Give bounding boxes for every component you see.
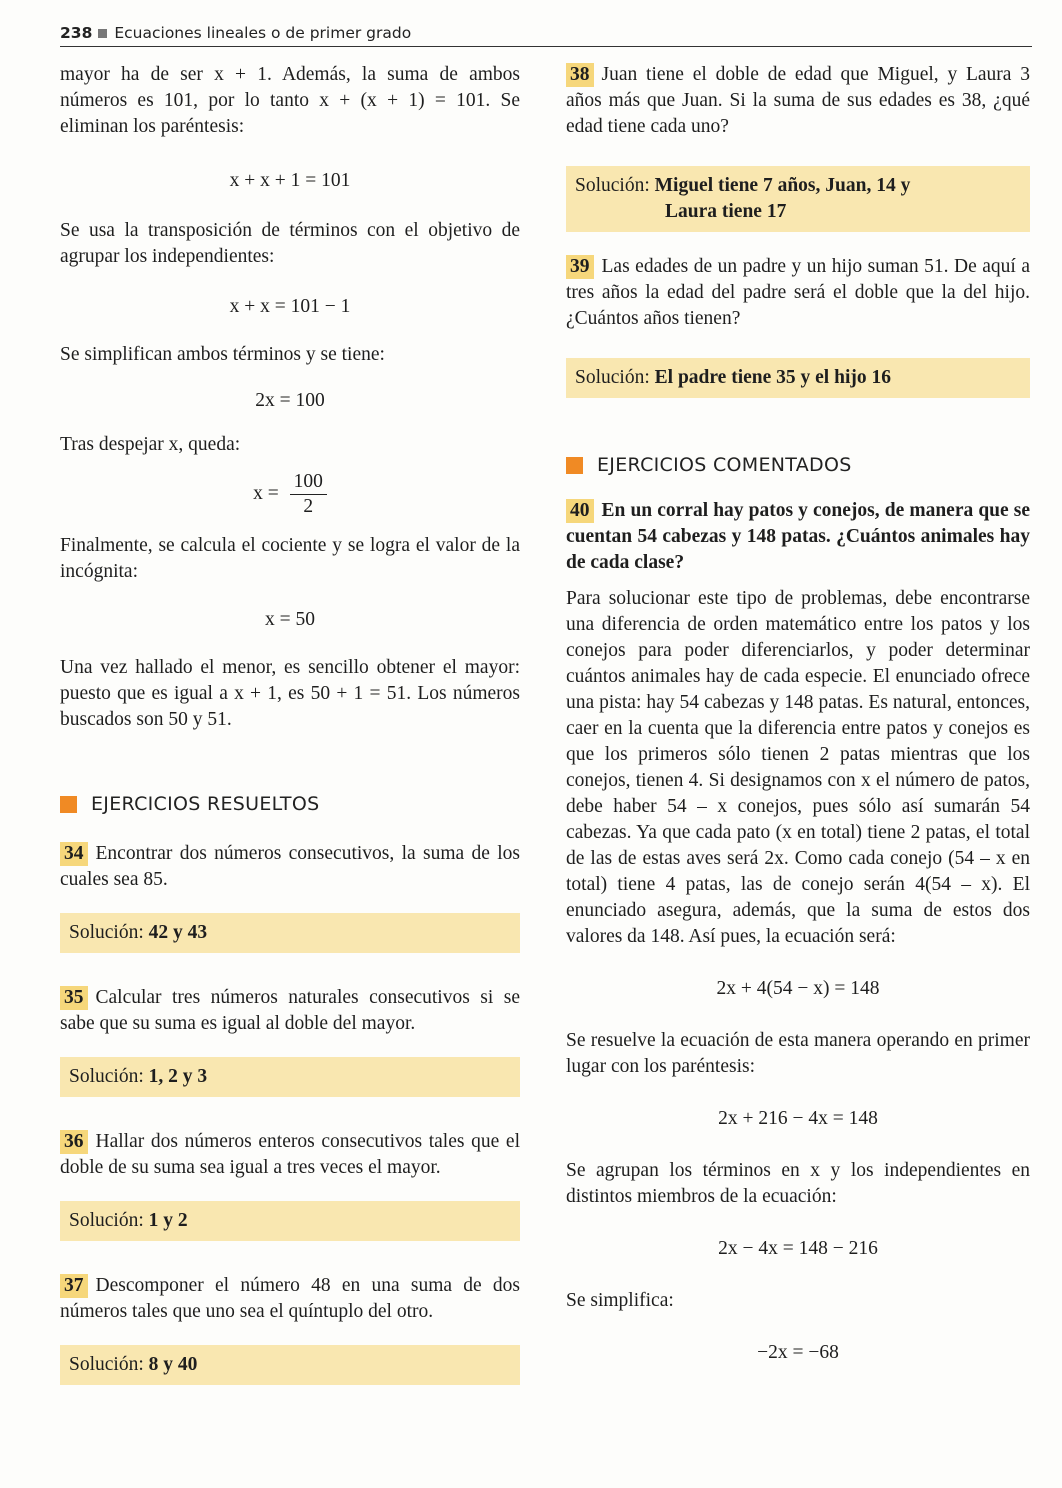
solution-box: [566, 166, 1030, 232]
equation-lhs: x =: [253, 482, 279, 504]
equation: 2x − 4x = 148 − 216: [718, 1238, 878, 1259]
paragraph: Tras despejar x, queda:: [60, 434, 241, 455]
section-title-text: EJERCICIOS RESUELTOS: [91, 793, 320, 815]
paragraph: Una vez hallado el menor, es sencillo obtener el mayor: puesto que es igual a x + 1, es 50 + 1 = 51. Los números buscados son 50 y 51.: [60, 657, 520, 730]
solution-box: [566, 358, 1030, 398]
equation: 2x + 216 − 4x = 148: [718, 1108, 878, 1129]
equation: 2x = 100: [255, 390, 325, 411]
paragraph: Se usa la transposición de términos con el objetivo de agrupar los independientes:: [60, 220, 520, 267]
solution-value: 1 y 2: [148, 1210, 188, 1231]
section-title-text: EJERCICIOS COMENTADOS: [597, 454, 852, 476]
solution-value: Miguel tiene 7 años, Juan, 14 y: [654, 175, 911, 196]
section-title: [60, 793, 520, 815]
exercise-text: Hallar dos números enteros consecutivos tales que el doble de su suma sea igual a tres veces el mayor.: [60, 1131, 520, 1178]
exercise-number: 37: [60, 1274, 88, 1298]
solution-label: Solución:: [69, 1354, 144, 1375]
solution-value: El padre tiene 35 y el hijo 16: [654, 367, 891, 388]
exercise-35: [60, 985, 520, 1037]
section-square-icon: [566, 457, 583, 474]
exercise-number: 34: [60, 842, 88, 866]
equation: x + x + 1 = 101: [229, 170, 351, 191]
exercise-34: [60, 841, 520, 893]
page-header: [60, 20, 1032, 47]
exercise-number: 36: [60, 1130, 88, 1154]
solution-value: 1, 2 y 3: [148, 1066, 208, 1087]
solution-label: Solución:: [575, 367, 650, 388]
exercise-number: 39: [566, 255, 594, 279]
equation: x = 50: [265, 609, 315, 630]
exercise-37: [60, 1273, 520, 1325]
right-column: [566, 62, 1030, 1366]
paragraph: Para solucionar este tipo de problemas, debe encontrarse una diferencia de orden matemático entre los patos y los conejos para poder diferenciarlos, y poder determinar cuántos animales hay de cada especie. El enunciado ofrece una pista: hay 54 cabezas y 148 patas. Es natural, entonces, caer en la cuenta que la diferencia entre patos y conejos es que los primeros sólo tienen 2 patas mientras que los conejos, tienen 4. Si designamos con x el número de patos, debe haber 54 – x conejos, pues sólo así sumarán 54 cabezas. Ya que cada pato (x en total) tiene 2 patas, el total de las de estas aves será 2x. Como cada conejo (54 – x en total) tiene 4 patas, las de conejo serán 4(54 – x). El enunciado asegura, además, que la suma de estos dos valores da 148. Así pues, la ecuación será:: [566, 588, 1030, 947]
solution-label: Solución:: [69, 922, 144, 943]
paragraph: Se resuelve la ecuación de esta manera operando en primer lugar con los paréntesis:: [566, 1030, 1030, 1077]
solution-box: [60, 1345, 520, 1385]
solution-value: 8 y 40: [148, 1354, 198, 1375]
exercise-38: [566, 62, 1030, 140]
header-square-icon: [98, 29, 107, 38]
exercise-36: [60, 1129, 520, 1181]
exercise-text: Calcular tres números naturales consecutivos si se sabe que su suma es igual al doble del mayor.: [60, 987, 520, 1034]
exercise-text: En un corral hay patos y conejos, de manera que se cuentan 54 cabezas y 148 patas. ¿Cuántos animales hay de cada clase?: [566, 500, 1030, 573]
exercise-number: 35: [60, 986, 88, 1010]
exercise-text: Las edades de un padre y un hijo suman 51. De aquí a tres años la edad del padre será el doble que la del hijo. ¿Cuántos años tienen?: [566, 256, 1030, 329]
exercise-number: 40: [566, 499, 594, 523]
paragraph: Finalmente, se calcula el cociente y se logra el valor de la incógnita:: [60, 535, 520, 582]
left-column: [60, 62, 520, 1385]
paragraph: Se agrupan los términos en x y los independientes en distintos miembros de la ecuación:: [566, 1160, 1030, 1207]
section-square-icon: [60, 796, 77, 813]
exercise-number: 38: [566, 63, 594, 87]
page-number: 238: [60, 24, 93, 42]
paragraph: Se simplifican ambos términos y se tiene:: [60, 344, 385, 365]
solution-box: [60, 1201, 520, 1241]
equation: 2x + 4(54 − x) = 148: [716, 978, 880, 999]
chapter-title: Ecuaciones lineales o de primer grado: [114, 24, 412, 42]
solution-value: Laura tiene 17: [665, 201, 787, 222]
solution-label: Solución:: [69, 1066, 144, 1087]
fraction-equation: [60, 470, 520, 519]
paragraph: Se simplifica:: [566, 1290, 674, 1311]
fraction-denominator: 2: [303, 496, 314, 517]
exercise-40-question: [566, 498, 1030, 576]
exercise-text: Encontrar dos números consecutivos, la suma de los cuales sea 85.: [60, 843, 520, 890]
paragraph: mayor ha de ser x + 1. Además, la suma de ambos números es 101, por lo tanto x + (x + 1) = 101. Se eliminan los paréntesis:: [60, 64, 520, 137]
solution-box: [60, 1057, 520, 1097]
exercise-text: Descomponer el número 48 en una suma de dos números tales que uno sea el quíntuplo del otro.: [60, 1275, 520, 1322]
section-title: [566, 454, 1030, 476]
exercise-39: [566, 254, 1030, 332]
exercise-text: Juan tiene el doble de edad que Miguel, y Laura 3 años más que Juan. Si la suma de sus edades es 38, ¿qué edad tiene cada uno?: [566, 64, 1030, 137]
solution-label: Solución:: [575, 175, 650, 196]
fraction: [290, 470, 327, 519]
fraction-numerator: 100: [290, 470, 327, 495]
solution-box: [60, 913, 520, 953]
solution-value: 42 y 43: [148, 922, 208, 943]
equation: x + x = 101 − 1: [229, 296, 351, 317]
solution-label: Solución:: [69, 1210, 144, 1231]
equation: −2x = −68: [757, 1342, 839, 1363]
